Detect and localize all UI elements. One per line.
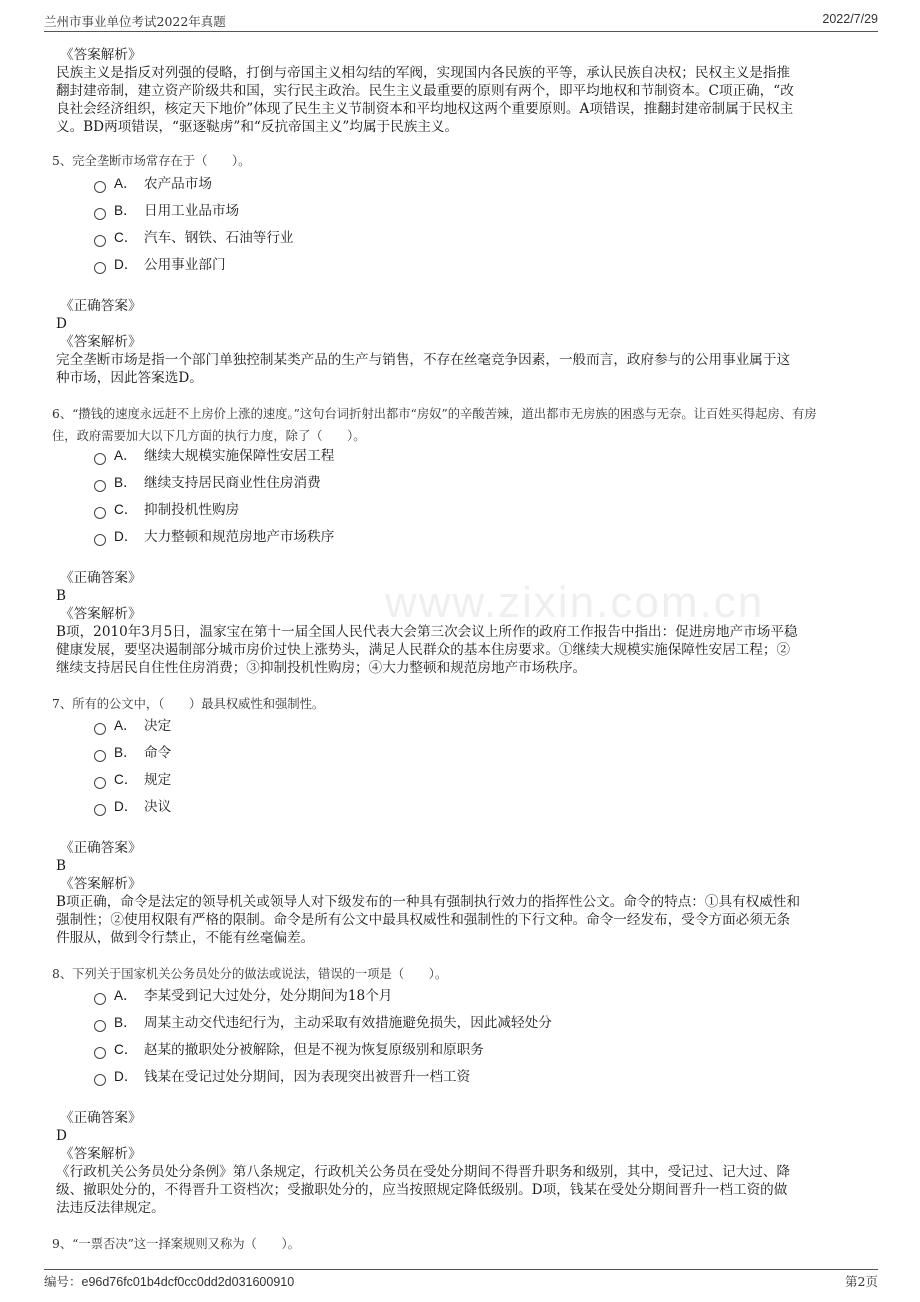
answer-value: D bbox=[56, 316, 67, 332]
radio-icon[interactable] bbox=[94, 1047, 106, 1059]
analysis-line: 义。BD两项错误，“驱逐鞑虏”和“反抗帝国主义”均属于民族主义。 bbox=[56, 119, 459, 135]
page-header bbox=[44, 10, 878, 30]
radio-icon[interactable] bbox=[94, 1074, 106, 1086]
radio-icon[interactable] bbox=[94, 453, 106, 465]
answer-label: 《正确答案》 bbox=[60, 298, 142, 314]
analysis-label: 《答案解析》 bbox=[60, 876, 142, 892]
question-6-answer bbox=[56, 569, 866, 677]
analysis-label: 《答案解析》 bbox=[60, 334, 142, 350]
answer-label: 《正确答案》 bbox=[60, 840, 142, 856]
radio-icon[interactable] bbox=[94, 235, 106, 247]
page-footer bbox=[44, 1269, 878, 1289]
header-rule bbox=[44, 31, 878, 32]
answer-value: B bbox=[56, 858, 66, 874]
question-5-stem: 5、完全垄断市场常存在于（ ）。 bbox=[52, 154, 251, 168]
option-5d[interactable]: D． 公用事业部门 bbox=[94, 255, 226, 275]
radio-icon[interactable] bbox=[94, 534, 106, 546]
prev-analysis bbox=[56, 46, 866, 136]
option-5c[interactable]: C． 汽车、钢铁、石油等行业 bbox=[94, 228, 294, 248]
option-8a[interactable]: A． 李某受到记大过处分，处分期间为18个月 bbox=[94, 986, 392, 1006]
analysis-line: 良社会经济组织，核定天下地价”体现了民生主义节制资本和平均地权这两个重要原则。A项错误，推翻封建帝制属于民权主 bbox=[56, 101, 794, 117]
option-6a[interactable]: A． 继续大规模实施保障性安居工程 bbox=[94, 446, 334, 466]
option-7a[interactable]: A． 决定 bbox=[94, 716, 171, 736]
option-7d[interactable]: D． 决议 bbox=[94, 797, 171, 817]
question-7-stem: 7、所有的公文中，（ ）最具权威性和强制性。 bbox=[52, 697, 325, 711]
option-8b[interactable]: B． 周某主动交代违纪行为，主动采取有效措施避免损失，因此减轻处分 bbox=[94, 1013, 552, 1033]
watermark: www.zixin.com.cn bbox=[385, 578, 765, 627]
answer-label: 《正确答案》 bbox=[60, 570, 142, 586]
analysis-label: 《答案解析》 bbox=[60, 606, 142, 622]
analysis-line: 继续支持居民自住性住房消费；③抑制投机性购房；④大力整顿和规范房地产市场秩序。 bbox=[56, 660, 587, 676]
option-5a[interactable]: A． 农产品市场 bbox=[94, 174, 212, 194]
option-8c[interactable]: C． 赵某的撤职处分被解除，但是不视为恢复原级别和原职务 bbox=[94, 1040, 484, 1060]
radio-icon[interactable] bbox=[94, 993, 106, 1005]
document-title: 兰州市事业单位考试2022年真题 bbox=[44, 14, 226, 29]
analysis-line: 翻封建帝制，建立资产阶级共和国，实行民主政治。民生主义最重要的原则有两个，即平均地权和节制资本。C项正确，“改 bbox=[56, 83, 794, 99]
option-7b[interactable]: B． 命令 bbox=[94, 743, 171, 763]
footer-rule bbox=[44, 1269, 878, 1270]
radio-icon[interactable] bbox=[94, 208, 106, 220]
option-6b[interactable]: B． 继续支持居民商业性住房消费 bbox=[94, 473, 321, 493]
answer-value: B bbox=[56, 588, 66, 604]
answer-value: D bbox=[56, 1128, 67, 1144]
analysis-label: 《答案解析》 bbox=[60, 47, 142, 63]
analysis-line: 《行政机关公务员处分条例》第八条规定，行政机关公务员在受处分期间不得晋升职务和级别，其中，受记过、记大过、降 bbox=[56, 1164, 791, 1180]
analysis-line: B项，2010年3月5日，温家宝在第十一届全国人民代表大会第三次会议上所作的政府工作报告中指出：促进房地产市场平稳 bbox=[56, 624, 798, 640]
analysis-label: 《答案解析》 bbox=[60, 1146, 142, 1162]
radio-icon[interactable] bbox=[94, 750, 106, 762]
document-date: 2022/7/29 bbox=[822, 12, 878, 26]
radio-icon[interactable] bbox=[94, 262, 106, 274]
question-9-stem: 9、“一票否决”这一择案规则又称为（ ）。 bbox=[52, 1237, 300, 1251]
question-7-answer bbox=[56, 839, 866, 947]
analysis-line: 民族主义是指反对列强的侵略，打倒与帝国主义相勾结的军阀，实现国内各民族的平等，承认民族自决权；民权主义是指推 bbox=[56, 65, 791, 81]
question-8-answer bbox=[56, 1109, 866, 1217]
radio-icon[interactable] bbox=[94, 507, 106, 519]
question-6-stem: 6、“攒钱的速度永远赶不上房价上涨的速度。”这句台词折射出都市“房奴”的辛酸苦辣，道出都市无房族的困惑与无奈。让百姓买得起房、有房 住，政府需要加大以下几方面的执行力度，除了（ ）。 bbox=[52, 407, 817, 443]
radio-icon[interactable] bbox=[94, 723, 106, 735]
option-8d[interactable]: D． 钱某在受记过处分期间，因为表现突出被晋升一档工资 bbox=[94, 1067, 470, 1087]
option-5b[interactable]: B． 日用工业品市场 bbox=[94, 201, 239, 221]
analysis-line: 强制性；②使用权限有严格的限制。命令是所有公文中最具权威性和强制性的下行文种。命令一经发布，受令方面必须无条 bbox=[56, 912, 791, 928]
option-6d[interactable]: D． 大力整顿和规范房地产市场秩序 bbox=[94, 527, 334, 547]
analysis-line: 件服从，做到令行禁止，不能有丝毫偏差。 bbox=[56, 930, 315, 946]
analysis-line: 法违反法律规定。 bbox=[56, 1200, 165, 1216]
radio-icon[interactable] bbox=[94, 777, 106, 789]
analysis-line: 种市场，因此答案选D。 bbox=[56, 370, 203, 386]
answer-label: 《正确答案》 bbox=[60, 1110, 142, 1126]
radio-icon[interactable] bbox=[94, 804, 106, 816]
analysis-line: 完全垄断市场是指一个部门单独控制某类产品的生产与销售，不存在丝毫竞争因素，一般而言，政府参与的公用事业属于这 bbox=[56, 352, 791, 368]
analysis-line: 级、撤职处分的，不得晋升工资档次；受撤职处分的，应当按照规定降低级别。D项，钱某在受处分期间晋升一档工资的做 bbox=[56, 1182, 788, 1198]
option-7c[interactable]: C． 规定 bbox=[94, 770, 171, 790]
question-8-stem: 8、下列关于国家机关公务员处分的做法或说法，错误的一项是（ ）。 bbox=[52, 967, 448, 981]
radio-icon[interactable] bbox=[94, 181, 106, 193]
document-code: 编号：e96d76fc01b4dcf0cc0dd2d031600910 bbox=[44, 1275, 295, 1289]
option-6c[interactable]: C． 抑制投机性购房 bbox=[94, 500, 239, 520]
question-5-answer bbox=[56, 297, 866, 387]
page-number: 第2页 bbox=[845, 1274, 878, 1289]
radio-icon[interactable] bbox=[94, 1020, 106, 1032]
radio-icon[interactable] bbox=[94, 480, 106, 492]
analysis-line: 健康发展，要坚决遏制部分城市房价过快上涨势头，满足人民群众的基本住房要求。①继续大规模实施保障性安居工程；② bbox=[56, 642, 791, 658]
analysis-line: B项正确，命令是法定的领导机关或领导人对下级发布的一种具有强制执行效力的指挥性公文。命令的特点：①具有权威性和 bbox=[56, 894, 801, 910]
